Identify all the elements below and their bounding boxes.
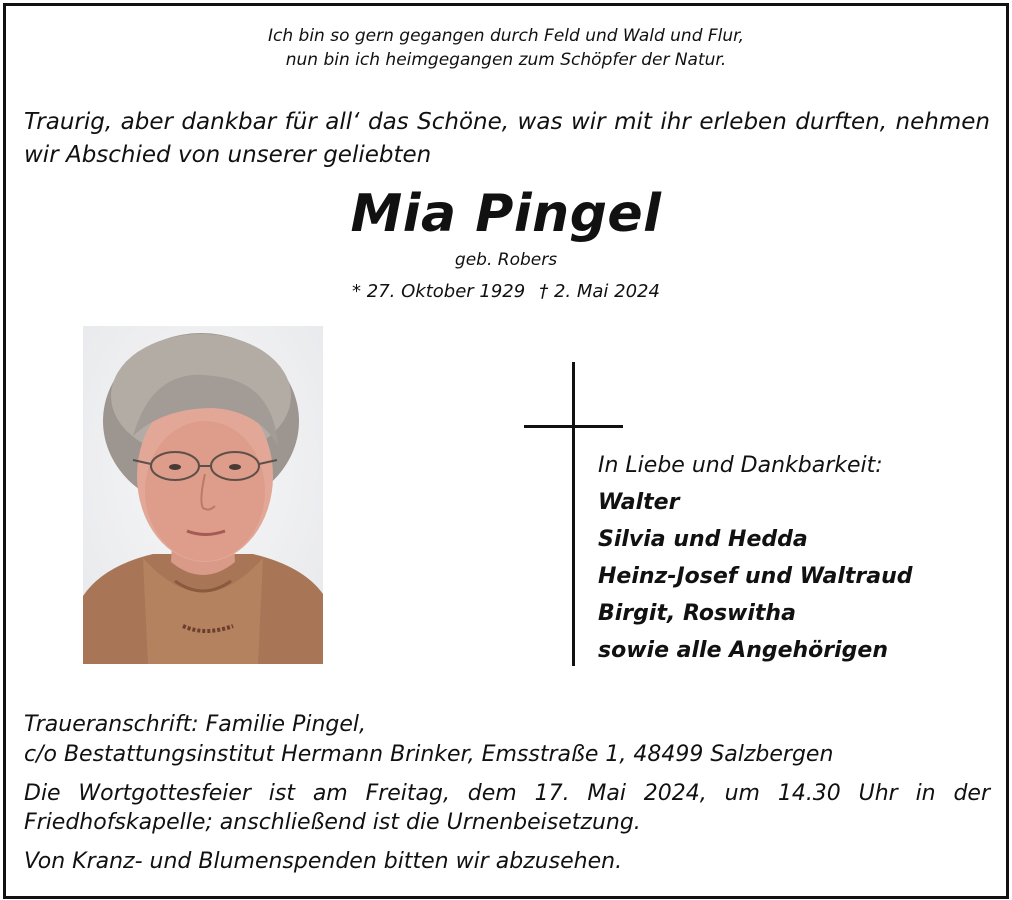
- mourner-name: sowie alle Angehörigen: [598, 638, 889, 663]
- mourner-name: Heinz-Josef und Waltraud: [598, 564, 913, 589]
- mourners-list: [598, 449, 998, 671]
- life-dates: [0, 281, 1012, 302]
- death-date: † 2. Mai 2024: [539, 281, 660, 302]
- cross-vertical-bar: [572, 362, 575, 666]
- intro-line-1: Traurig, aber dankbar für all‘ das Schöne, was wir mit ihr erleben durften, nehmen: [24, 109, 990, 135]
- portrait-illustration: [83, 326, 323, 664]
- address-line-1: Traueranschrift: Familie Pingel,: [24, 712, 366, 737]
- mourner-name: Silvia und Hedda: [598, 527, 808, 552]
- birth-date: * 27. Oktober 1929: [352, 281, 526, 302]
- mourner-name: Walter: [598, 490, 680, 515]
- flowers-note: Von Kranz- und Blumenspenden bitten wir abzusehen.: [24, 849, 623, 874]
- deceased-name: Mia Pingel: [350, 184, 662, 244]
- maiden-name: geb. Robers: [454, 250, 558, 270]
- poem-line-1: Ich bin so gern gegangen durch Feld und Wald und Flur,: [267, 26, 745, 46]
- mourner-name: Birgit, Roswitha: [598, 601, 796, 626]
- intro-line-2: wir Abschied von unserer geliebten: [24, 142, 432, 168]
- cross-horizontal-bar: [524, 425, 623, 428]
- poem-line-2: nun bin ich heimgegangen zum Schöpfer der Natur.: [285, 50, 727, 70]
- service-line-2: Friedhofskapelle; anschließend ist die Urnenbeisetzung.: [24, 810, 641, 835]
- mourners-heading: In Liebe und Dankbarkeit:: [598, 453, 883, 478]
- address-line-2: c/o Bestattungsinstitut Hermann Brinker, Emsstraße 1, 48499 Salzbergen: [24, 742, 834, 767]
- service-line-1: Die Wortgottesfeier ist am Freitag, dem 17. Mai 2024, um 14.30 Uhr in der: [24, 781, 990, 806]
- portrait-photo: [83, 326, 323, 664]
